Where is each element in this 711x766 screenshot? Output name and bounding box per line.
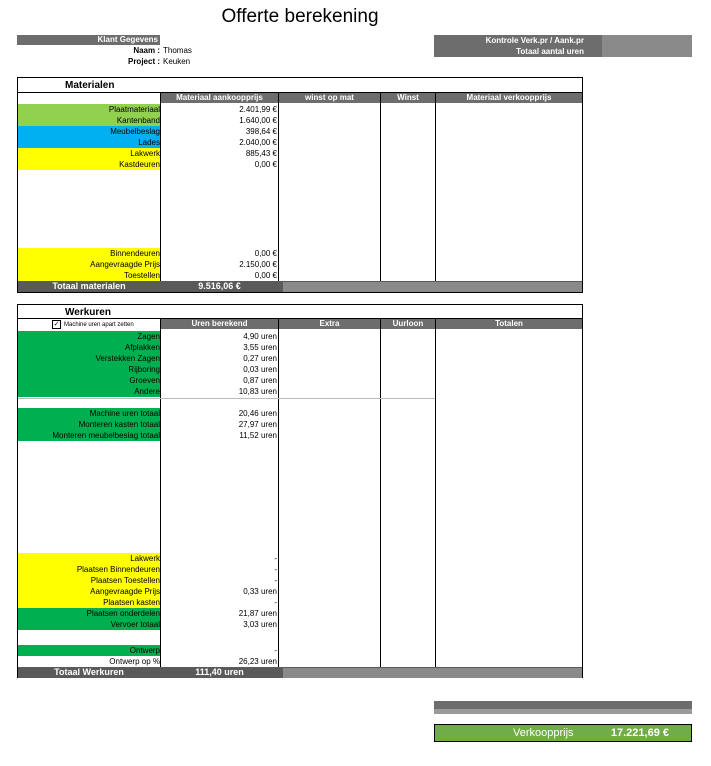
client-project-label: Project : <box>127 57 160 66</box>
row-label: Meubelbeslag <box>18 126 160 137</box>
table-row <box>18 375 278 386</box>
table-row <box>18 408 278 419</box>
materials-total-bar <box>18 281 582 292</box>
row-value[interactable]: 21,87 uren <box>238 609 277 618</box>
control-value-area <box>602 35 692 57</box>
row-value[interactable]: 1.640,00 € <box>239 116 277 125</box>
work-total-value: 111,40 uren <box>195 667 244 677</box>
table-row <box>18 137 278 148</box>
row-label: Monteren meubelbesiag totaal <box>18 430 160 441</box>
col-header-hours: Uren berekend <box>161 319 278 329</box>
client-header: Klant Gegevens <box>17 35 160 45</box>
table-row <box>18 586 278 597</box>
table-row <box>18 270 278 281</box>
materials-title: Materialen <box>65 80 115 91</box>
col-header-extra: Extra <box>279 319 380 329</box>
row-value[interactable]: - <box>274 576 277 585</box>
row-value[interactable]: 27,97 uren <box>238 420 277 429</box>
work-total-bar <box>18 667 582 678</box>
sale-price-value: 17.221,69 € <box>610 727 669 739</box>
page-title: Offerte berekening <box>221 6 379 27</box>
table-row <box>18 259 278 270</box>
control-hours-label: Totaal aantal uren <box>516 47 584 56</box>
table-row <box>18 575 278 586</box>
materials-total-value: 9.516,06 € <box>198 281 241 291</box>
row-label: Kastdeuren <box>18 159 160 170</box>
row-value[interactable]: 0,03 uren <box>243 365 277 374</box>
materials-section <box>17 77 583 293</box>
row-value[interactable]: 0,87 uren <box>243 376 277 385</box>
row-label: Ontwerp op % <box>18 656 160 667</box>
row-label: Andere <box>18 386 160 397</box>
table-row <box>18 331 278 342</box>
materials-total-label: Totaal materialen <box>52 281 126 291</box>
row-value[interactable]: - <box>274 565 277 574</box>
row-value[interactable]: 2.401,99 € <box>239 105 277 114</box>
row-value[interactable]: 11,52 uren <box>239 431 277 440</box>
control-ratio-label: Kontrole Verk.pr / Aank.pr <box>485 36 584 45</box>
table-row <box>18 148 278 159</box>
row-value[interactable]: - <box>274 598 277 607</box>
row-value[interactable]: 2.150,00 € <box>239 260 277 269</box>
row-label: Zagen <box>18 331 160 342</box>
client-name-label: Naam : <box>133 46 160 55</box>
work-title: Werkuren <box>65 307 111 318</box>
row-label: Afplakken <box>18 342 160 353</box>
row-value[interactable]: 0,00 € <box>254 249 277 258</box>
row-value[interactable]: 3,55 uren <box>243 343 277 352</box>
row-label: Plaatsen kasten <box>18 597 160 608</box>
table-row <box>18 386 278 397</box>
row-label: Verstekken Zagen <box>18 353 160 364</box>
client-project-value[interactable]: Keuken <box>163 57 191 66</box>
row-label: Monteren kasten totaal <box>18 419 160 430</box>
row-label: Vervoer totaal <box>18 619 160 630</box>
row-value[interactable]: 2.040,00 € <box>239 138 277 147</box>
table-row <box>18 656 278 667</box>
row-value[interactable]: 0,33 uren <box>243 587 277 596</box>
table-row <box>18 619 278 630</box>
row-label: Binnendeuren <box>18 248 160 259</box>
client-name-value[interactable]: Thomas <box>163 46 192 55</box>
row-label: Lakwerk <box>18 553 160 564</box>
row-value[interactable]: 3,03 uren <box>243 620 277 629</box>
row-label: Aangevraagde Prijs <box>18 586 160 597</box>
col-header-hourly-rate: Uurloon <box>381 319 435 329</box>
table-row <box>18 104 278 115</box>
table-row <box>18 597 278 608</box>
row-label: Lades <box>18 137 160 148</box>
control-block <box>434 35 692 57</box>
row-label: Plaatsen Toestellen <box>18 575 160 586</box>
table-row <box>18 126 278 137</box>
table-row <box>18 364 278 375</box>
row-value[interactable]: - <box>274 554 277 563</box>
table-row <box>18 159 278 170</box>
table-row <box>18 430 278 441</box>
table-row <box>18 564 278 575</box>
row-value[interactable]: 398,64 € <box>245 127 277 136</box>
row-value[interactable]: 26,23 uren <box>238 657 277 666</box>
row-value[interactable]: 0,00 € <box>254 160 277 169</box>
col-header-totals: Totalen <box>436 319 582 329</box>
table-row <box>18 342 278 353</box>
col-header-margin: winst op mat <box>279 93 380 103</box>
col-header-purchase: Materiaal aankoopprijs <box>161 93 278 103</box>
row-value[interactable]: - <box>274 646 277 655</box>
work-total-label: Totaal Werkuren <box>54 667 124 677</box>
table-row <box>18 115 278 126</box>
machine-hours-label: Machine uren apart zetten <box>64 322 134 329</box>
table-row <box>18 608 278 619</box>
row-label: Plaatsen Binnendeuren <box>18 564 160 575</box>
row-label: Ontwerp <box>18 645 160 656</box>
summary-gray-bar <box>434 701 692 714</box>
row-value[interactable]: 4,90 uren <box>243 332 277 341</box>
row-label: Toestellen <box>18 270 160 281</box>
sale-price-bar <box>434 724 692 742</box>
row-label: Groeven <box>18 375 160 386</box>
row-label: Aangevraagde Prijs <box>18 259 160 270</box>
row-label: Plaatmateriaal <box>18 104 160 115</box>
row-value[interactable]: 20,46 uren <box>238 409 277 418</box>
row-label: Plaatsen onderdelen <box>18 608 160 619</box>
row-label: Machine uren totaal <box>18 408 160 419</box>
table-row <box>18 419 278 430</box>
row-label: Kantenband <box>18 115 160 126</box>
machine-hours-toggle[interactable] <box>52 320 134 330</box>
col-header-profit: Winst <box>381 93 435 103</box>
row-value[interactable]: 10,83 uren <box>238 387 277 396</box>
row-value[interactable]: 0,27 uren <box>243 354 277 363</box>
checkbox-checked-icon[interactable]: ✓ <box>53 321 60 328</box>
sale-price-label: Verkoopprijs <box>513 727 574 739</box>
table-row <box>18 553 278 564</box>
table-row <box>18 645 278 656</box>
col-header-sale-price: Materiaal verkoopprijs <box>436 93 582 103</box>
row-label: Lakwerk <box>18 148 160 159</box>
row-value[interactable]: 885,43 € <box>245 149 277 158</box>
work-section <box>17 304 583 678</box>
table-row <box>18 248 278 259</box>
table-row <box>18 353 278 364</box>
row-value[interactable]: 0,00 € <box>254 271 277 280</box>
row-label: Rijboring <box>18 364 160 375</box>
